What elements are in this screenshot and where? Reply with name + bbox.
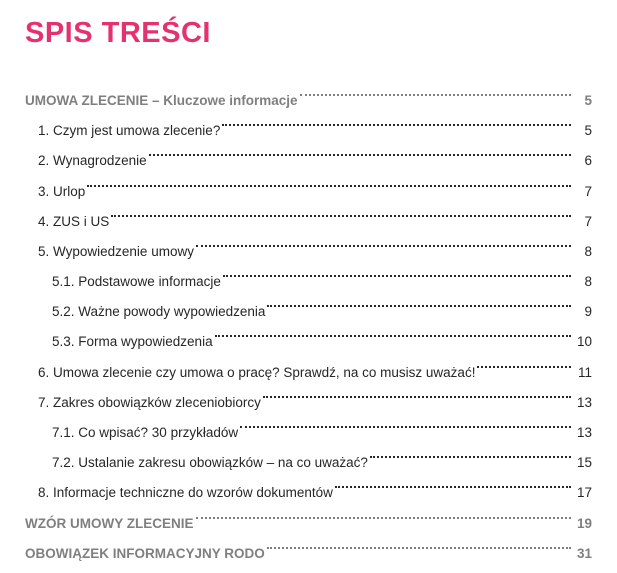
toc-dot-leader	[298, 75, 574, 105]
toc-dot-leader	[265, 286, 574, 316]
toc-entry-label: 7. Zakres obowiązków zleceniobiorcy	[38, 394, 261, 410]
toc-entry-label: 5.2. Ważne powody wypowiedzenia	[52, 304, 266, 320]
toc-entry-label: WZÓR UMOWY ZLECENIE	[25, 515, 194, 531]
table-of-contents	[25, 75, 592, 561]
toc-entry-page: 7	[584, 213, 592, 229]
toc-entry-label: 7.1. Co wpisać? 30 przykładów	[52, 425, 239, 441]
toc-entry-page: 5	[584, 92, 592, 108]
toc-entry-page: 7	[584, 183, 592, 199]
page-title: SPIS TREŚCI	[25, 17, 211, 49]
toc-dot-leader	[475, 346, 574, 376]
toc-entry-page: 31	[576, 545, 592, 561]
toc-entry[interactable]	[25, 75, 592, 108]
toc-dot-leader	[194, 226, 574, 256]
toc-entry-page: 5	[584, 123, 592, 139]
toc-dot-leader	[109, 196, 574, 226]
toc-entry-page: 19	[576, 515, 592, 531]
toc-entry-label: 3. Urlop	[38, 183, 86, 199]
toc-entry-label: 6. Umowa zlecenie czy umowa o pracę? Sprawdź, na co musisz uważać!	[38, 364, 476, 380]
toc-entry-label: 5.1. Podstawowe informacje	[52, 274, 221, 290]
toc-dot-leader	[194, 497, 575, 527]
toc-dot-leader	[368, 437, 574, 467]
toc-entry-page: 6	[584, 153, 592, 169]
toc-entry-page: 10	[576, 334, 592, 350]
toc-entry-page: 9	[584, 304, 592, 320]
toc-entry-page: 13	[576, 394, 592, 410]
toc-entry-page: 8	[584, 243, 592, 259]
toc-entry[interactable]	[25, 165, 592, 199]
toc-entry-label: 1. Czym jest umowa zlecenie?	[38, 123, 221, 139]
toc-dot-leader	[220, 105, 574, 135]
toc-dot-leader	[238, 407, 574, 437]
toc-dot-leader	[147, 135, 574, 165]
toc-dot-leader	[333, 467, 574, 497]
toc-dot-leader	[213, 316, 574, 346]
toc-dot-leader	[261, 377, 574, 407]
toc-entry-page: 11	[577, 364, 592, 380]
toc-entry-label: UMOWA ZLECENIE – Kluczowe informacje	[25, 92, 298, 108]
toc-entry-label: 7.2. Ustalanie zakresu obowiązków – na co uważać?	[52, 455, 368, 471]
toc-entry-page: 8	[584, 274, 592, 290]
toc-dot-leader	[265, 528, 574, 558]
toc-entry-label: 4. ZUS i US	[38, 213, 110, 229]
toc-entry-page: 17	[576, 485, 592, 501]
toc-entry-label: 5. Wypowiedzenie umowy	[38, 243, 194, 259]
toc-entry-label: 8. Informacje techniczne do wzorów dokumentów	[38, 485, 333, 501]
toc-entry-page: 15	[576, 455, 592, 471]
toc-entry-label: 2. Wynagrodzenie	[38, 153, 147, 169]
toc-dot-leader	[221, 256, 574, 286]
toc-dot-leader	[85, 165, 574, 195]
toc-entry-label: 5.3. Forma wypowiedzenia	[52, 334, 213, 350]
toc-entry[interactable]	[25, 196, 592, 229]
toc-entry[interactable]	[25, 226, 592, 259]
toc-entry-page: 13	[576, 425, 592, 441]
toc-entry-label: OBOWIĄZEK INFORMACYJNY RODO	[25, 545, 265, 561]
